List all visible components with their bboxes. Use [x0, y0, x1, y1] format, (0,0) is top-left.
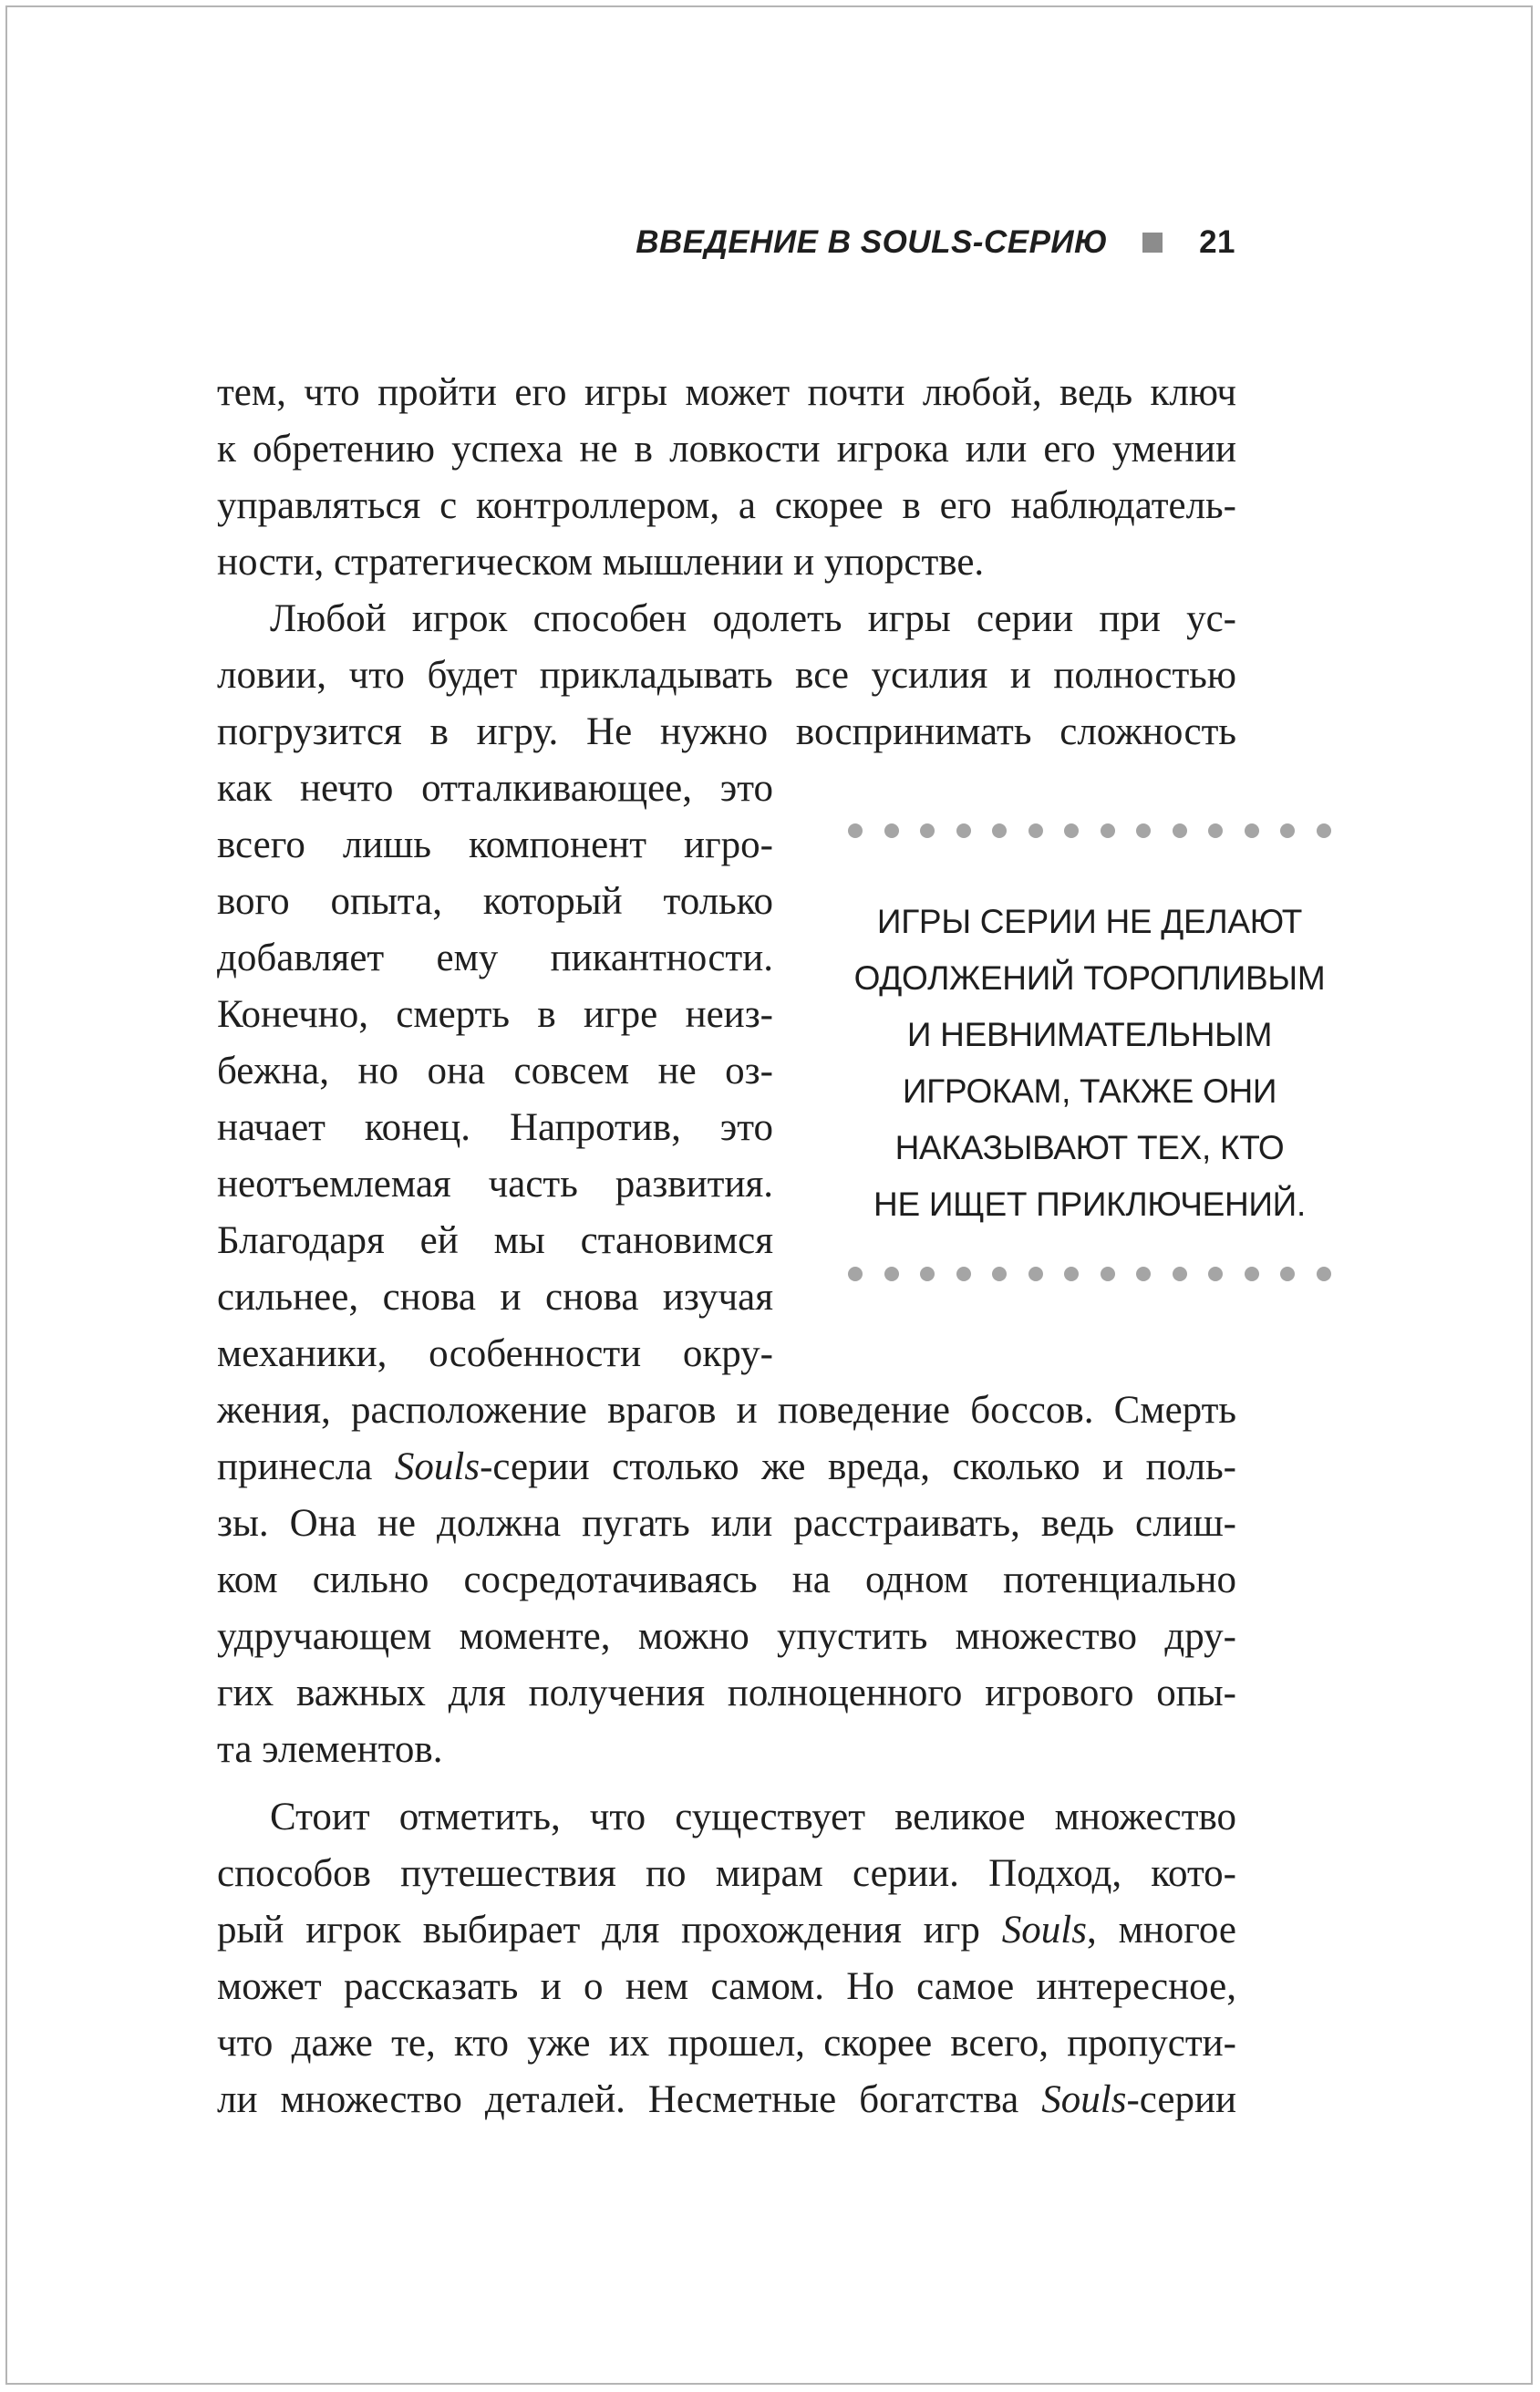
text-line: ли множество деталей. Несметные богатства Souls-серии [217, 2078, 1236, 2121]
text-line: та элементов. [217, 1728, 443, 1771]
text-line: принесла Souls-серии столько же вреда, сколько и поль- [217, 1445, 1236, 1488]
pull-quote-line: НЕ ИЩЕТ ПРИКЛЮЧЕНИЙ. [873, 1186, 1306, 1223]
text-line: гих важных для получения полноценного игрового опы- [217, 1672, 1236, 1714]
pull-quote-line: ИГРОКАМ, ТАКЖЕ ОНИ [902, 1072, 1277, 1110]
text-line: сильнее, снова и снова изучая [217, 1276, 773, 1319]
text-line: способов путешествия по мирам серии. Подход, кото- [217, 1852, 1236, 1895]
text-line: погрузится в игру. Не нужно воспринимать сложность [217, 710, 1236, 753]
text-line: ловии, что будет прикладывать все усилия и полностью [217, 654, 1236, 697]
text-line: рый игрок выбирает для прохождения игр Souls, многое [217, 1909, 1236, 1952]
text-line: может рассказать и о нем самом. Но самое интересное, [217, 1965, 1236, 2008]
pull-quote-line: И НЕВНИМАТЕЛЬНЫМ [906, 1016, 1273, 1053]
text-line: удручающем моменте, можно упустить множество дру- [217, 1615, 1236, 1658]
pull-quote-line: НАКАЗЫВАЮТ ТЕХ, КТО [894, 1129, 1285, 1166]
pull-quote-text [848, 894, 1331, 1233]
text-line: что даже те, кто уже их прошел, скорее всего, пропусти- [217, 2022, 1236, 2065]
text-line: к обретению успеха не в ловкости игрока или его умении [217, 428, 1236, 471]
text-line: жения, расположение врагов и поведение боссов. Смерть [217, 1389, 1236, 1432]
text-line: бежна, но она совсем не оз- [217, 1050, 773, 1092]
separator-square-icon [1142, 233, 1163, 253]
text-line: как нечто отталкивающее, это [217, 767, 773, 810]
dotted-rule-bottom [848, 1264, 1331, 1284]
text-line: Стоит отметить, что существует великое множество [270, 1796, 1236, 1838]
text-line: начает конец. Напротив, это [217, 1106, 773, 1149]
text-line: Конечно, смерть в игре неиз- [217, 993, 773, 1036]
text-line: управляться с контроллером, а скорее в его наблюдатель- [217, 484, 1236, 527]
text-line: ком сильно сосредотачиваясь на одном потенциально [217, 1558, 1236, 1601]
pull-quote-line: ОДОЛЖЕНИЙ ТОРОПЛИВЫМ [853, 959, 1326, 997]
text-line: вого опыта, который только [217, 880, 773, 923]
pull-quote [848, 821, 1331, 1295]
text-line: Благодаря ей мы становимся [217, 1219, 773, 1262]
text-line: неотъемлемая часть развития. [217, 1163, 773, 1206]
text-line: добавляет ему пикантности. [217, 937, 773, 979]
text-line: зы. Она не должна пугать или расстраивать, ведь слиш- [217, 1502, 1236, 1545]
text-line: всего лишь компонент игро- [217, 823, 773, 866]
pull-quote-line: ИГРЫ СЕРИИ НЕ ДЕЛАЮТ [876, 903, 1303, 940]
dotted-rule-top [848, 821, 1331, 841]
italic-souls: Souls [394, 1445, 481, 1488]
page-number: 21 [1199, 224, 1235, 260]
chapter-title: ВВЕДЕНИЕ В SOULS-СЕРИЮ [636, 224, 1109, 260]
italic-souls: Souls [1001, 1909, 1087, 1952]
text-line: механики, особенности окру- [217, 1332, 773, 1375]
text-line: Любой игрок способен одолеть игры серии при ус- [270, 597, 1236, 640]
text-line: ности, стратегическом мышлении и упорстве. [217, 541, 985, 584]
running-header [636, 217, 1235, 268]
text-line: тем, что пройти его игры может почти любой, ведь ключ [217, 371, 1236, 414]
italic-souls: Souls [1041, 2078, 1127, 2121]
